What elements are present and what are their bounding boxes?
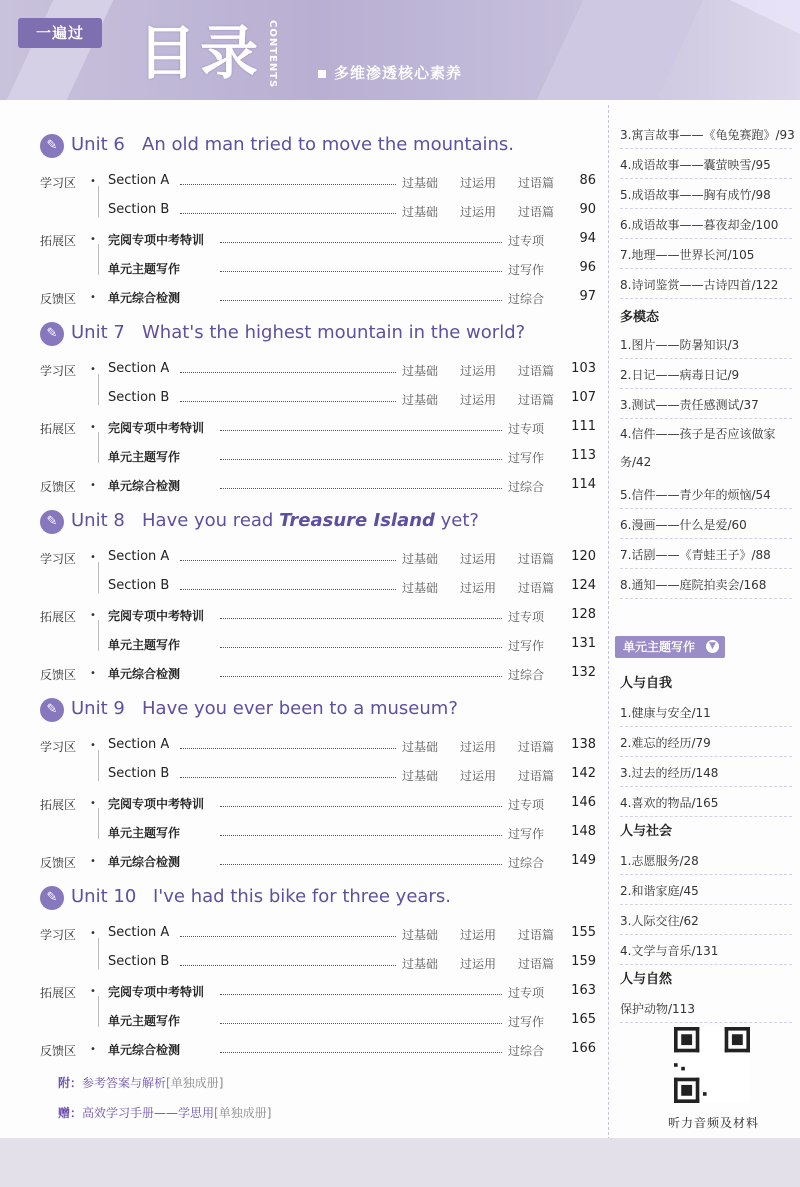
dot-leader	[180, 777, 396, 778]
practice-tag: 过专项	[508, 234, 545, 248]
appendix-zeng-text: 高效学习手册——学思用	[82, 1106, 215, 1120]
reading-item[interactable]: 1.健康与安全/11	[620, 706, 711, 720]
zone-label: 学习区	[40, 552, 77, 566]
practice-tag: 过基础	[402, 205, 439, 219]
item-separator	[620, 418, 792, 419]
unit-title: I've had this bike for three years.	[153, 886, 451, 907]
zone-label: 学习区	[40, 176, 77, 190]
toc-item-title: 单元综合检测	[108, 855, 181, 869]
reading-item[interactable]: 2.难忘的经历/79	[620, 736, 711, 750]
item-separator	[620, 508, 792, 509]
dot-leader	[220, 676, 502, 677]
dot-leader	[180, 372, 396, 373]
reading-item[interactable]: 保护动物/113	[620, 1002, 695, 1016]
practice-tags	[494, 261, 544, 278]
bullet-icon: •	[90, 176, 96, 187]
practice-tags	[388, 926, 554, 943]
practice-tags	[388, 391, 554, 408]
bullet-icon: •	[90, 292, 96, 303]
item-separator	[620, 208, 792, 209]
dot-leader	[180, 560, 396, 561]
reading-item[interactable]: 2.和谐家庭/45	[620, 884, 699, 898]
toc-row[interactable]	[40, 924, 610, 946]
page-number: 149	[571, 853, 596, 868]
pen-icon: ✎	[40, 698, 64, 722]
reading-item[interactable]: 8.诗词鉴赏——古诗四首/122	[620, 278, 779, 292]
unit-heading[interactable]	[40, 884, 610, 914]
reading-item[interactable]: 5.成语故事——胸有成竹/98	[620, 188, 771, 202]
page-number: 103	[571, 361, 596, 376]
reading-item[interactable]: 6.成语故事——暮夜却金/100	[620, 218, 779, 232]
appendix-zeng-label: 赠：	[58, 1106, 83, 1120]
toc-row[interactable]	[40, 548, 610, 570]
page-number: 148	[571, 824, 596, 839]
page-number: 107	[571, 390, 596, 405]
practice-tag: 过语篇	[518, 740, 555, 754]
practice-tag: 过基础	[402, 552, 439, 566]
practice-tag: 过运用	[460, 176, 497, 190]
practice-tag: 过运用	[460, 957, 497, 971]
toc-item-title: Section A	[108, 549, 170, 564]
dot-leader	[220, 647, 502, 648]
toc-item-title: Section A	[108, 737, 170, 752]
page-header	[0, 0, 800, 100]
practice-tag: 过写作	[508, 639, 545, 653]
bullet-icon: •	[90, 1044, 96, 1055]
practice-tags	[494, 796, 544, 813]
toc-row[interactable]	[40, 736, 610, 758]
dot-leader	[180, 213, 396, 214]
writing-badge	[615, 636, 725, 658]
toc-row[interactable]	[40, 259, 610, 281]
toc-item-title: Section A	[108, 173, 170, 188]
item-separator	[620, 538, 792, 539]
header-corner	[730, 0, 800, 34]
practice-tags	[388, 767, 554, 784]
practice-tag: 过综合	[508, 668, 545, 682]
practice-tag: 过专项	[508, 798, 545, 812]
unit-heading[interactable]	[40, 132, 610, 162]
practice-tag: 过语篇	[518, 205, 555, 219]
unit-number: Unit 8	[71, 510, 125, 531]
dot-leader	[220, 242, 502, 243]
practice-tags	[388, 550, 554, 567]
toc-row[interactable]	[40, 1011, 610, 1033]
page-number: 159	[571, 954, 596, 969]
dot-leader	[180, 401, 396, 402]
page-number: 165	[571, 1012, 596, 1027]
zone-label: 学习区	[40, 928, 77, 942]
toc-item-title: 单元综合检测	[108, 667, 181, 681]
item-separator	[620, 598, 792, 599]
zone-label: 反馈区	[40, 668, 77, 682]
section-heading: 人与自我	[620, 676, 673, 691]
page-number: 96	[579, 260, 596, 275]
toc-row[interactable]	[40, 664, 610, 686]
page-title: 目录	[138, 19, 263, 87]
appendix-answers	[58, 1074, 223, 1091]
dot-leader	[220, 430, 502, 431]
practice-tag: 过基础	[402, 176, 439, 190]
bullet-icon: •	[90, 552, 96, 563]
item-separator	[620, 874, 792, 875]
unit-number: Unit 9	[71, 698, 125, 719]
page-number: 166	[571, 1041, 596, 1056]
page-number: 114	[571, 477, 596, 492]
appendix-fu-text: 参考答案与解析	[82, 1076, 167, 1090]
dot-leader	[180, 936, 396, 937]
page-number: 163	[571, 983, 596, 998]
practice-tag: 过综合	[508, 1044, 545, 1058]
toc-item-title: Section A	[108, 925, 170, 940]
item-separator	[620, 568, 792, 569]
practice-tag: 过运用	[460, 393, 497, 407]
appendix-fu-label: 附：	[58, 1076, 83, 1090]
page-number: 113	[571, 448, 596, 463]
practice-tags	[494, 825, 544, 842]
bullet-icon: •	[90, 986, 96, 997]
page-number: 90	[579, 202, 596, 217]
page-number: 94	[579, 231, 596, 246]
practice-tag: 过基础	[402, 364, 439, 378]
toc-item-title: 完阅专项中考特训	[108, 609, 205, 623]
dot-leader	[220, 459, 502, 460]
reading-item[interactable]: 2.日记——病毒日记/9	[620, 368, 740, 382]
practice-tag: 过语篇	[518, 957, 555, 971]
dot-leader	[220, 806, 502, 807]
toc-item-title: 完阅专项中考特训	[108, 233, 205, 247]
practice-tag: 过综合	[508, 480, 545, 494]
zone-label: 拓展区	[40, 798, 77, 812]
item-separator	[620, 904, 792, 905]
reading-item[interactable]: 3.人际交往/62	[620, 914, 699, 928]
page-number: 146	[571, 795, 596, 810]
practice-tag: 过写作	[508, 451, 545, 465]
item-separator	[620, 148, 792, 149]
toc-item-title: 单元主题写作	[108, 1014, 181, 1028]
reading-item[interactable]: 8.通知——庭院拍卖会/168	[620, 578, 767, 592]
practice-tags	[494, 854, 544, 871]
dot-leader	[180, 589, 396, 590]
practice-tag: 过综合	[508, 856, 545, 870]
practice-tag: 过语篇	[518, 176, 555, 190]
unit-heading[interactable]	[40, 320, 610, 350]
reading-item[interactable]: 1.志愿服务/28	[620, 854, 699, 868]
bullet-icon: •	[90, 422, 96, 433]
zone-label: 拓展区	[40, 986, 77, 1000]
toc-item-title: 单元综合检测	[108, 291, 181, 305]
unit-number: Unit 6	[71, 134, 125, 155]
practice-tag: 过基础	[402, 769, 439, 783]
practice-tag: 过语篇	[518, 393, 555, 407]
reading-item[interactable]: 3.测试——责任感测试/37	[620, 398, 759, 412]
practice-tags	[494, 637, 544, 654]
section-heading: 人与自然	[620, 972, 673, 987]
qr-code[interactable]	[674, 1027, 750, 1103]
toc-item-title: 单元主题写作	[108, 826, 181, 840]
toc-item-title: 完阅专项中考特训	[108, 421, 205, 435]
header-decoration	[7, 0, 114, 100]
item-separator	[620, 786, 792, 787]
section-heading: 多模态	[620, 310, 660, 325]
practice-tag: 过语篇	[518, 364, 555, 378]
pen-icon: ✎	[40, 510, 64, 534]
practice-tags	[494, 290, 544, 307]
zone-label: 学习区	[40, 740, 77, 754]
page-number: 86	[579, 173, 596, 188]
footer-bar	[0, 1138, 800, 1187]
dot-leader	[180, 748, 396, 749]
practice-tag: 过综合	[508, 292, 545, 306]
item-separator	[620, 934, 792, 935]
page-number: 120	[571, 549, 596, 564]
dot-leader	[220, 618, 502, 619]
reading-item[interactable]: 3.寓言故事——《龟兔赛跑》/93	[620, 128, 795, 142]
toc-row[interactable]	[40, 172, 610, 194]
practice-tag: 过基础	[402, 928, 439, 942]
zone-label: 反馈区	[40, 856, 77, 870]
item-separator	[620, 178, 792, 179]
toc-item-title: 完阅专项中考特训	[108, 797, 205, 811]
item-separator	[620, 388, 792, 389]
pen-icon: ✎	[40, 134, 64, 158]
practice-tags	[388, 579, 554, 596]
practice-tag: 过运用	[460, 928, 497, 942]
unit-number: Unit 10	[71, 886, 137, 907]
appendix-handbook	[58, 1104, 271, 1121]
dot-leader	[180, 965, 396, 966]
toc-row[interactable]	[40, 201, 610, 223]
item-separator	[620, 358, 792, 359]
toc-item-title: Section B	[108, 578, 170, 593]
unit-block	[40, 508, 610, 682]
item-separator	[620, 964, 792, 965]
zone-label: 拓展区	[40, 234, 77, 248]
toc-row[interactable]	[40, 953, 610, 975]
bullet-icon: •	[90, 480, 96, 491]
toc-row[interactable]	[40, 852, 610, 874]
dot-leader	[220, 994, 502, 995]
unit-title: Have you ever been to a museum?	[142, 698, 458, 719]
reading-item[interactable]: 4.文学与音乐/131	[620, 944, 719, 958]
item-separator	[620, 816, 792, 817]
reading-item[interactable]: 4.成语故事——囊萤映雪/95	[620, 158, 771, 172]
item-separator	[620, 238, 792, 239]
toc-row[interactable]	[40, 765, 610, 787]
pen-icon: ✎	[40, 886, 64, 910]
reading-item[interactable]: 4.信件——孩子是否应该做家务/42	[620, 427, 776, 469]
page-number: 111	[571, 419, 596, 434]
item-separator	[620, 268, 792, 269]
reading-item[interactable]: 3.过去的经历/148	[620, 766, 719, 780]
toc-item-title: Section B	[108, 766, 170, 781]
page-number: 155	[571, 925, 596, 940]
reading-item[interactable]: 4.喜欢的物品/165	[620, 796, 719, 810]
practice-tag: 过写作	[508, 263, 545, 277]
dot-leader	[220, 864, 502, 865]
practice-tags	[388, 174, 554, 191]
practice-tag: 过基础	[402, 740, 439, 754]
toc-row[interactable]	[40, 794, 610, 816]
practice-tag: 过运用	[460, 769, 497, 783]
item-separator	[620, 1022, 792, 1023]
bullet-icon: •	[90, 856, 96, 867]
toc-item-title: Section B	[108, 202, 170, 217]
zone-label: 反馈区	[40, 292, 77, 306]
qr-caption: 听力音频及材料	[668, 1116, 760, 1130]
unit-block	[40, 696, 610, 870]
practice-tag: 过语篇	[518, 552, 555, 566]
toc-item-title: Section A	[108, 361, 170, 376]
page-number: 142	[571, 766, 596, 781]
unit-title: An old man tried to move the mountains.	[142, 134, 514, 155]
practice-tags	[494, 232, 544, 249]
item-separator	[620, 726, 792, 727]
page-number: 131	[571, 636, 596, 651]
practice-tag: 过专项	[508, 422, 545, 436]
bullet-icon: •	[90, 928, 96, 939]
practice-tags	[494, 1013, 544, 1030]
item-separator	[620, 756, 792, 757]
dot-leader	[220, 835, 502, 836]
practice-tag: 过基础	[402, 957, 439, 971]
practice-tags	[494, 1042, 544, 1059]
header-decoration	[537, 0, 704, 100]
toc-row[interactable]	[40, 389, 610, 411]
zone-label: 拓展区	[40, 422, 77, 436]
unit-block	[40, 132, 610, 306]
bullet-icon: •	[90, 668, 96, 679]
practice-tags	[388, 955, 554, 972]
toc-row[interactable]	[40, 230, 610, 252]
practice-tags	[388, 203, 554, 220]
writing-badge-label: 单元主题写作	[623, 640, 696, 654]
practice-tags	[494, 984, 544, 1001]
practice-tags	[494, 608, 544, 625]
toc-row[interactable]	[40, 476, 610, 498]
reading-item[interactable]: 7.地理——世界长河/105	[620, 248, 755, 262]
toc-row[interactable]	[40, 635, 610, 657]
reading-item[interactable]: 1.图片——防暑知识/3	[620, 338, 740, 352]
dot-leader	[220, 271, 502, 272]
item-separator	[620, 298, 792, 299]
toc-row[interactable]	[40, 288, 610, 310]
appendix-fu-bracket: [单独成册]	[166, 1076, 224, 1090]
bullet-icon: •	[90, 364, 96, 375]
zone-label: 拓展区	[40, 610, 77, 624]
toc-row[interactable]	[40, 577, 610, 599]
reading-item[interactable]: 5.信件——青少年的烦恼/54	[620, 488, 771, 502]
bullet-icon: •	[90, 740, 96, 751]
dot-leader	[220, 1052, 502, 1053]
practice-tag: 过运用	[460, 740, 497, 754]
practice-tag: 过语篇	[518, 769, 555, 783]
toc-row[interactable]	[40, 982, 610, 1004]
practice-tag: 过运用	[460, 364, 497, 378]
practice-tag: 过专项	[508, 986, 545, 1000]
practice-tag: 过语篇	[518, 581, 555, 595]
unit-heading[interactable]	[40, 696, 610, 726]
appendix-zeng-bracket: [单独成册]	[214, 1106, 272, 1120]
practice-tags	[494, 449, 544, 466]
section-heading: 人与社会	[620, 824, 673, 839]
unit-title	[142, 510, 479, 531]
page-number: 124	[571, 578, 596, 593]
chevron-down-icon: ▼	[706, 640, 719, 653]
unit-block	[40, 884, 610, 1058]
pen-icon: ✎	[40, 322, 64, 346]
dot-leader	[220, 300, 502, 301]
header-tagline: 多维渗透核心素养	[318, 62, 462, 83]
zone-label: 学习区	[40, 364, 77, 378]
brand-logo: 一遍过	[18, 18, 102, 48]
bullet-icon: •	[90, 610, 96, 621]
toc-row[interactable]	[40, 606, 610, 628]
zone-label: 反馈区	[40, 480, 77, 494]
unit-title: What's the highest mountain in the world?	[142, 322, 526, 343]
toc-item-title: 单元主题写作	[108, 262, 181, 276]
reading-item[interactable]: 6.漫画——什么是爱/60	[620, 518, 747, 532]
practice-tags	[388, 362, 554, 379]
unit-title-part: Have you read	[142, 510, 280, 531]
practice-tags	[494, 420, 544, 437]
toc-item-title: 单元综合检测	[108, 479, 181, 493]
bullet-icon: •	[90, 234, 96, 245]
zone-label: 反馈区	[40, 1044, 77, 1058]
toc-row[interactable]	[40, 360, 610, 382]
toc-item-title: Section B	[108, 390, 170, 405]
bullet-icon: •	[90, 798, 96, 809]
practice-tags	[388, 738, 554, 755]
practice-tag: 过写作	[508, 827, 545, 841]
unit-block	[40, 320, 610, 494]
practice-tag: 过写作	[508, 1015, 545, 1029]
practice-tag: 过运用	[460, 205, 497, 219]
toc-item-title: 单元主题写作	[108, 638, 181, 652]
page-number: 128	[571, 607, 596, 622]
unit-heading[interactable]	[40, 508, 610, 538]
unit-title-part: yet?	[434, 510, 479, 531]
practice-tag: 过运用	[460, 552, 497, 566]
toc-item-title: 单元综合检测	[108, 1043, 181, 1057]
dot-leader	[220, 1023, 502, 1024]
toc-row[interactable]	[40, 1040, 610, 1062]
unit-title-emphasis: Treasure Island	[279, 510, 435, 531]
toc-row[interactable]	[40, 447, 610, 469]
page-number: 132	[571, 665, 596, 680]
toc-row[interactable]	[40, 418, 610, 440]
contents-label: CONTENTS	[267, 20, 278, 89]
practice-tag: 过基础	[402, 393, 439, 407]
practice-tag: 过语篇	[518, 928, 555, 942]
page-number: 97	[579, 289, 596, 304]
toc-item-title: Section B	[108, 954, 170, 969]
reading-item[interactable]: 7.话剧——《青蛙王子》/88	[620, 548, 771, 562]
toc-row[interactable]	[40, 823, 610, 845]
unit-number: Unit 7	[71, 322, 125, 343]
toc-item-title: 单元主题写作	[108, 450, 181, 464]
page-number: 138	[571, 737, 596, 752]
toc-item-title: 完阅专项中考特训	[108, 985, 205, 999]
dot-leader	[220, 488, 502, 489]
practice-tag: 过专项	[508, 610, 545, 624]
dot-leader	[180, 184, 396, 185]
practice-tag: 过基础	[402, 581, 439, 595]
practice-tags	[494, 666, 544, 683]
practice-tags	[494, 478, 544, 495]
practice-tag: 过运用	[460, 581, 497, 595]
